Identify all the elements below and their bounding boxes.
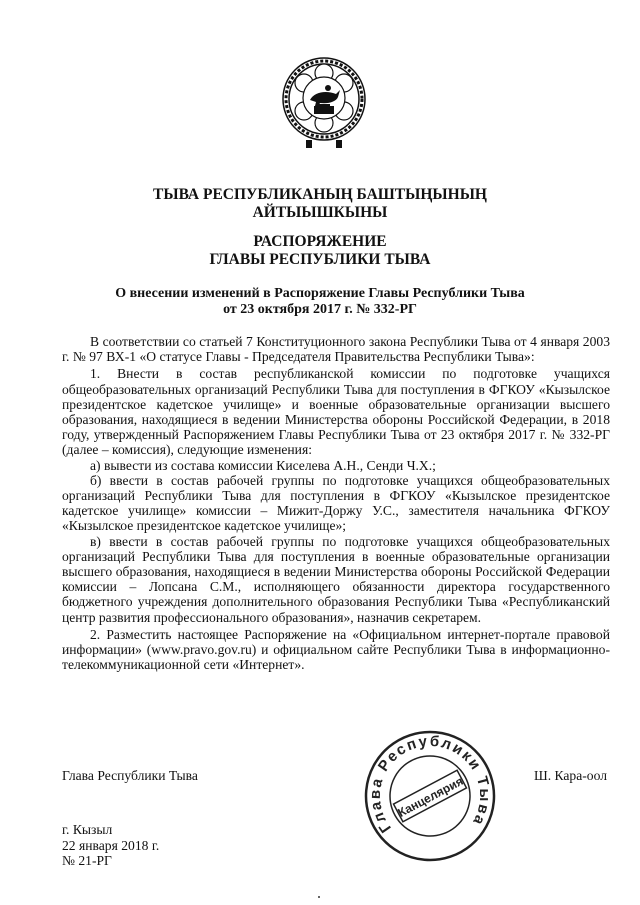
signatory-name: Ш. Кара-оол bbox=[534, 768, 607, 783]
document-type-line2: ГЛАВЫ РЕСПУБЛИКИ ТЫВА bbox=[209, 251, 431, 268]
document-number: № 21-РГ bbox=[62, 853, 112, 868]
stamp-inner-text: Канцелярия bbox=[395, 773, 466, 820]
item-2-paragraph: 2. Разместить настоящее Распоряжение на «Официальном интернет-портале правовой информации» (www.pravo.gov.ru) и официальном сайте Республики Тыва в информационно-телекоммуникационной сети «Интернет». bbox=[62, 626, 610, 673]
document-subject-line1: О внесении изменений в Распоряжение Главы Республики Тыва bbox=[115, 286, 525, 301]
issuer-title-line2: АЙТЫЫШКЫНЫ bbox=[252, 204, 388, 221]
document-body bbox=[62, 334, 610, 672]
document-footer bbox=[62, 822, 159, 869]
tuva-emblem-icon bbox=[280, 40, 368, 158]
scan-speck bbox=[318, 896, 320, 898]
preamble-paragraph: В соответствии со статьей 7 Конституционного закона Республики Тыва от 4 января 2003 г. № 97 ВХ-1 «О статусе Главы - Председателя Правительства Республики Тыва»: bbox=[62, 334, 610, 365]
issuer-title bbox=[0, 186, 640, 222]
signatory-position: Глава Республики Тыва bbox=[62, 768, 198, 783]
item-1c-paragraph: в) ввести в состав рабочей группы по подготовке учащихся общеобразовательных организаций Республики Тыва для поступления в военные образовательные организации высшего образования, находящиеся в ведении Министерства обороны Российской Федерации комиссии – Лопсана С.М., исполняющего обязанности директора государственного бюджетного учреждения дополнительного образования Республики Тыва «Республиканский центр развития профессионального образования», назначив секретарем. bbox=[62, 533, 610, 625]
item-1b-paragraph: б) ввести в состав рабочей группы по подготовке учащихся общеобразовательных организаций Республики Тыва для поступления в ФГКОУ «Кызылское президентское кадетское училище» комиссии – Мижит-Доржу У.С., заместителя начальника ФГКОУ «Кызылское президентское кадетское училище»; bbox=[62, 472, 610, 534]
document-subject bbox=[0, 286, 640, 318]
item-1a-paragraph: а) вывести из состава комиссии Киселева А.Н., Сенди Ч.Х.; bbox=[90, 457, 436, 473]
issuer-title-line1: ТЫВА РЕСПУБЛИКАНЫҢ БАШТЫҢЫНЫҢ bbox=[153, 186, 487, 203]
document-type-line1: РАСПОРЯЖЕНИЕ bbox=[253, 233, 387, 250]
document-subject-line2: от 23 октября 2017 г. № 332-РГ bbox=[223, 302, 417, 317]
stamp-outer-text: Глава Республики Тыва bbox=[366, 732, 494, 836]
document-type bbox=[0, 233, 640, 269]
issue-city: г. Кызыл bbox=[62, 822, 113, 837]
item-1-paragraph: 1. Внести в состав республиканской комиссии по подготовке учащихся общеобразовательных организаций Республики Тыва для поступления в ФГКОУ «Кызылское президентское кадетское училище» и военные образовательные организации высшего образования, находящиеся в ведении Министерства обороны Российской Федерации, в 2018 году, утвержденный Распоряжением Главы Республики Тыва от 23 октября 2017 г. № 332-РГ (далее – комиссия), следующие изменения: bbox=[62, 366, 610, 458]
official-stamp bbox=[360, 726, 500, 866]
issue-date: 22 января 2018 г. bbox=[62, 837, 160, 853]
